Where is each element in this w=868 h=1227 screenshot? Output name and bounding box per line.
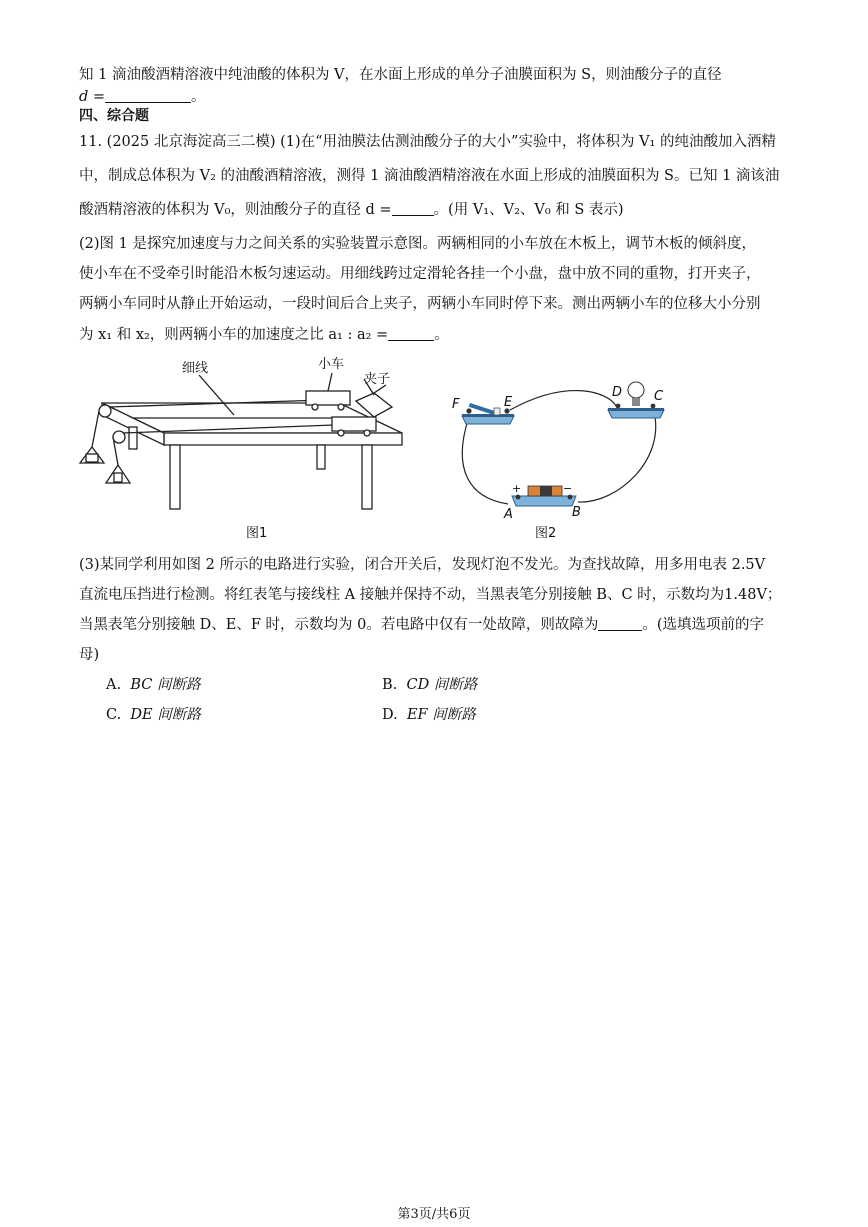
q11-p1-blank[interactable] <box>392 201 434 216</box>
option-d-letter: D. <box>382 707 398 723</box>
q11-p3-line4: 母) <box>79 647 100 663</box>
prev-answer-blank[interactable] <box>105 88 191 103</box>
q11-p2-line4 <box>79 326 449 344</box>
q11-p1-line1: 11. (2025 北京海淀高三二模) (1)在“用油膜法估测油酸分子的大小”实验中，将体积为 V₁ 的纯油酸加入酒精 <box>79 134 776 150</box>
figure2-caption: 图2 <box>535 526 557 541</box>
figure2-label-A: A <box>504 507 513 522</box>
option-c-text: DE 间断路 <box>130 707 201 723</box>
figure2-circuit <box>448 378 678 523</box>
figure2-label-E: E <box>504 395 513 410</box>
figure1-label-cart: 小车 <box>318 357 345 372</box>
q11-p3-line3 <box>79 616 764 634</box>
prev-question-line1: 知 1 滴油酸酒精溶液中纯油酸的体积为 V，在水面上形成的单分子油膜面积为 S，则油酸分子的直径 <box>79 67 722 83</box>
q11-p1-line3 <box>79 201 624 219</box>
q11-p2-line3: 两辆小车同时从静止开始运动，一段时间后合上夹子，两辆小车同时停下来。测出两辆小车的位移大小分别 <box>79 296 761 312</box>
q11-p1-line3-a: 酸酒精溶液的体积为 V₀，则油酸分子的直径 d = <box>79 202 392 218</box>
q11-p2-line4-a: 为 x₁ 和 x₂，则两辆小车的加速度之比 a₁ : a₂ = <box>79 327 389 343</box>
figure1-caption: 图1 <box>246 526 268 541</box>
figure1-cart-apparatus <box>74 355 414 540</box>
option-d-text: EF 间断路 <box>406 707 476 723</box>
figure2-label-F: F <box>452 397 460 412</box>
battery-plus-label: + <box>512 482 522 495</box>
option-b-text: CD 间断路 <box>406 677 478 693</box>
q11-p3-line1: (3)某同学利用如图 2 所示的电路进行实验，闭合开关后，发现灯泡不发光。为查找故障，用多用电表 2.5V <box>79 557 766 573</box>
figure2-label-B: B <box>572 505 581 520</box>
figure2-label-C: C <box>654 389 664 404</box>
q11-p3-line3-a: 当黑表笔分别接触 D、E、F 时，示数均为 0。若电路中仅有一处故障，则故障为 <box>79 617 599 633</box>
option-a-letter: A. <box>106 677 122 693</box>
option-c-letter: C. <box>106 707 122 723</box>
prev-answer-prefix: d = <box>79 89 106 105</box>
option-c[interactable] <box>106 706 201 724</box>
battery-minus-label: − <box>563 482 573 495</box>
option-b-letter: B. <box>382 677 398 693</box>
figure2-label-D: D <box>612 385 623 400</box>
page-number: 第3页/共6页 <box>397 1207 471 1222</box>
q11-p1-line3-b: 。(用 V₁、V₂、V₀ 和 S 表示) <box>433 202 624 218</box>
q11-p3-line3-b: 。(选填选项前的字 <box>642 617 764 633</box>
figure1-label-string: 细线 <box>182 361 209 376</box>
q11-p2-line2: 使小车在不受牵引时能沿木板匀速运动。用细线跨过定滑轮各挂一个小盘，盘中放不同的重物，打开夹子， <box>79 266 761 282</box>
option-a[interactable] <box>106 676 200 694</box>
q11-p2-line1: (2)图 1 是探究加速度与力之间关系的实验装置示意图。两辆相同的小车放在木板上，调节木板的倾斜度， <box>79 236 756 252</box>
q11-p3-blank[interactable] <box>598 616 642 631</box>
prev-question-line2: d = 。 <box>79 89 206 105</box>
figure1-label-clip: 夹子 <box>364 372 391 387</box>
option-d[interactable] <box>382 706 476 724</box>
q11-p3-line2: 直流电压挡进行检测。将红表笔与接线柱 A 接触并保持不动，当黑表笔分别接触 B、C 时，示数均为1.48V； <box>79 587 782 603</box>
q11-p2-line4-b: 。 <box>434 327 449 343</box>
q11-p1-line2: 中，制成总体积为 V₂ 的油酸酒精溶液，测得 1 滴油酸酒精溶液在水面上形成的油膜面积为 S。已知 1 滴该油 <box>79 168 780 184</box>
section-title: 四、综合题 <box>79 108 149 124</box>
q11-p2-blank[interactable] <box>388 326 434 341</box>
option-a-text: BC 间断路 <box>130 677 201 693</box>
option-b[interactable] <box>382 676 477 694</box>
